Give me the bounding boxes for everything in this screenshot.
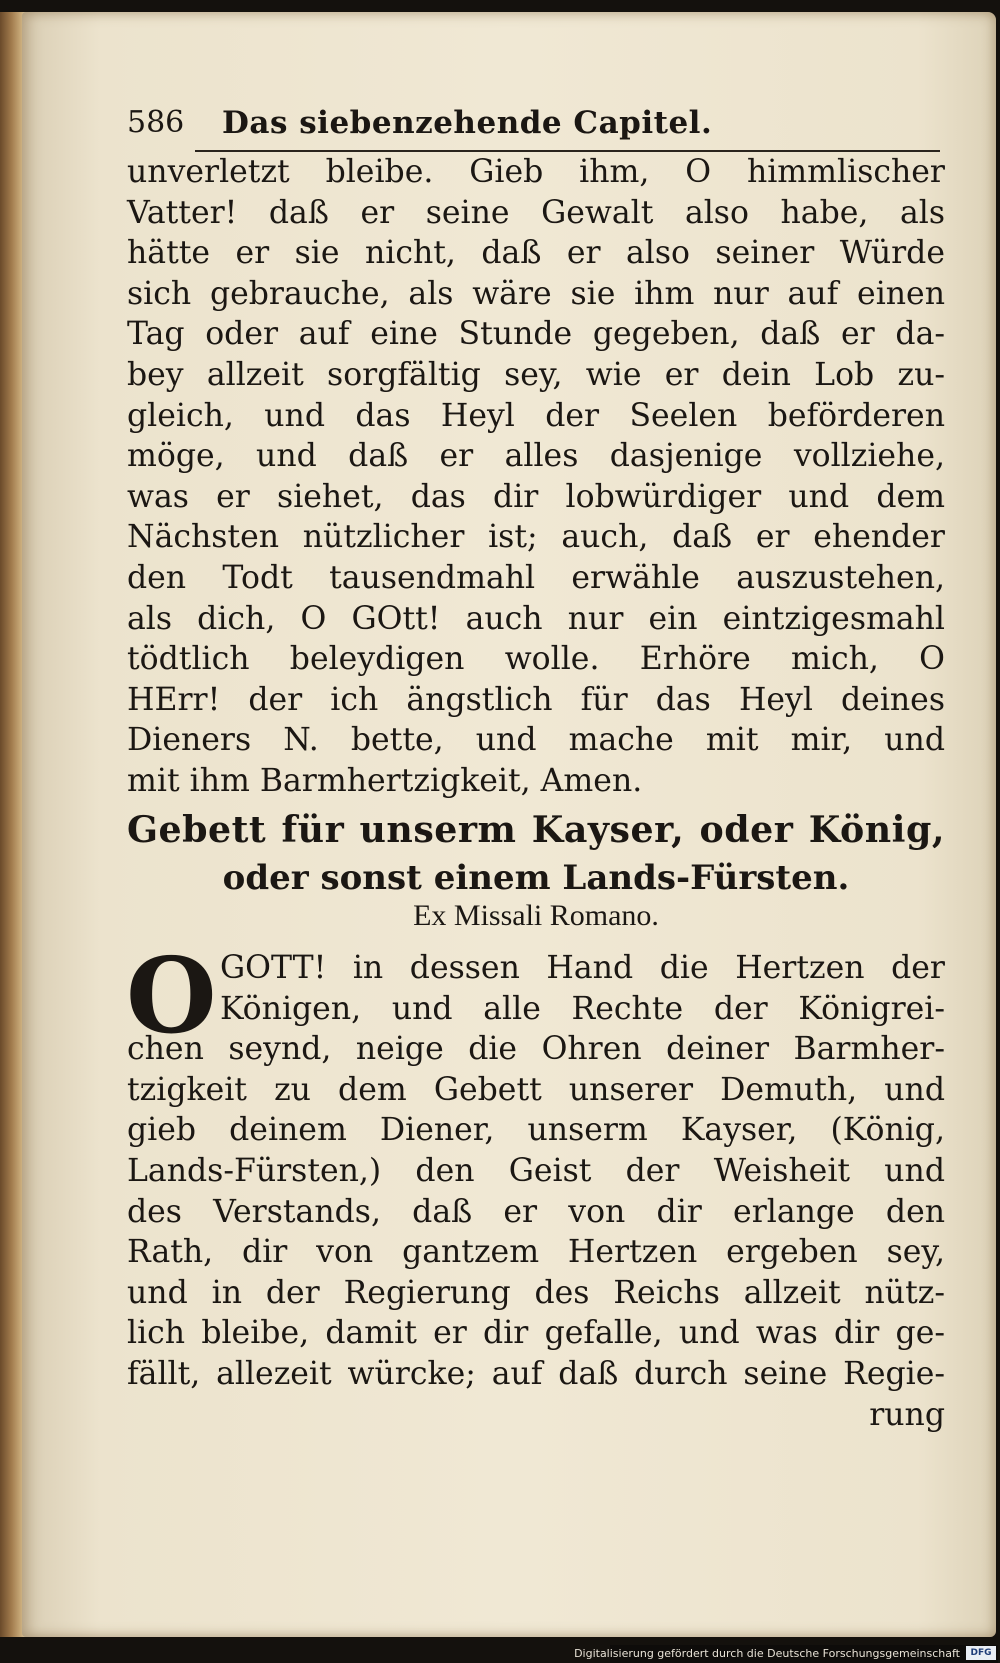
body-text-bottom (126, 934, 945, 1435)
text-line: möge, und daß er alles dasjenige vollziehe, (127, 438, 945, 475)
text-line: chen seynd, neige die Ohren deiner Barmher- (127, 1031, 945, 1068)
body-text-top (127, 152, 945, 802)
running-head: Das siebenzehende Capitel. (222, 105, 713, 141)
source-citation: Ex Missali Romano. (413, 899, 659, 932)
text-line: Nächsten nützlicher ist; auch, daß er ehender (127, 519, 945, 556)
text-line: tzigkeit zu dem Gebett unserer Demuth, und (127, 1071, 945, 1108)
text-line: Königen, und alle Rechte der Königrei- (220, 990, 945, 1027)
text-line: gieb deinem Diener, unserm Kayser, (König, (127, 1112, 945, 1149)
text-line: gleich, und das Heyl der Seelen beförderen (127, 397, 945, 434)
prayer-heading: Gebett für unserm Kayser, oder König, (127, 808, 945, 851)
text-line: des Verstands, daß er von dir erlange den (127, 1193, 945, 1230)
text-line: lich bleibe, damit er dir gefalle, und was dir ge- (127, 1315, 945, 1352)
text-line: und in der Regierung des Reichs allzeit nütz- (127, 1274, 945, 1311)
catchword: rung (869, 1396, 945, 1433)
page-header (127, 105, 942, 149)
text-line: Dieners N. bette, und mache mit mir, und (127, 722, 945, 759)
page-number: 586 (127, 105, 185, 140)
text-line: tödtlich beleydigen wolle. Erhöre mich, O (127, 641, 945, 678)
text-line: Rath, dir von gantzem Hertzen ergeben sey, (127, 1234, 945, 1271)
dfg-logo: DFG (966, 1646, 996, 1660)
drop-cap-initial: O (126, 934, 217, 1057)
text-line: GOTT! in dessen Hand die Hertzen der (220, 950, 945, 986)
text-line: HErr! der ich ängstlich für das Heyl deines (127, 681, 945, 718)
text-line: Tag oder auf eine Stunde gegeben, daß er da- (127, 316, 945, 353)
digitization-credit: Digitalisierung gefördert durch die Deutsche Forschungsgemeinschaft (574, 1647, 960, 1660)
text-line: unverletzt bleibe. Gieb ihm, O himmlischer (127, 154, 945, 190)
text-line: mit ihm Barmhertzigkeit, Amen. (127, 762, 643, 799)
prayer-subheading: oder sonst einem Lands-Fürsten. (222, 858, 850, 898)
text-line: was er siehet, das dir lobwürdiger und dem (127, 478, 945, 515)
text-line: Lands-Fürsten,) den Geist der Weisheit und (127, 1152, 945, 1189)
text-line: Vatter! daß er seine Gewalt also habe, als (127, 194, 945, 231)
text-line: bey allzeit sorgfältig sey, wie er dein Lob zu- (127, 356, 945, 393)
text-line: sich gebrauche, als wäre sie ihm nur auf einen (127, 275, 945, 312)
text-line: hätte er sie nicht, daß er also seiner Würde (127, 235, 945, 272)
text-line: als dich, O GOtt! auch nur ein eintzigesmahl (127, 600, 945, 637)
text-line: den Todt tausendmahl erwähle auszustehen, (127, 559, 945, 596)
text-line: fällt, allezeit würcke; auf daß durch seine Regie- (127, 1355, 945, 1392)
